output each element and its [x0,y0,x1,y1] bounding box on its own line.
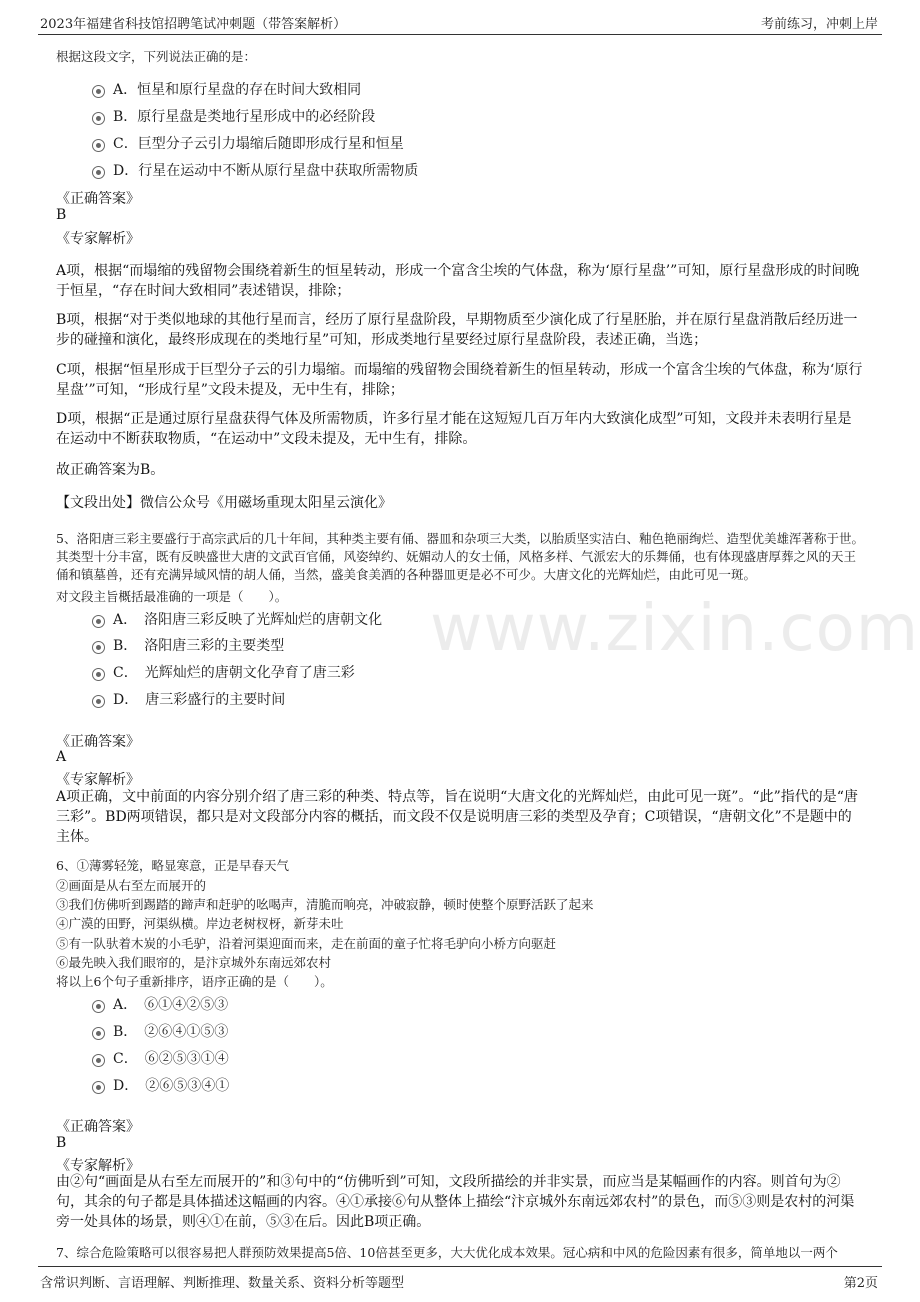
footer-note: 含常识判断、言语理解、判断推理、数量关系、资料分析等题型 [40,1276,405,1291]
option-label: A． 洛阳唐三彩反映了光辉灿烂的唐朝文化 [113,612,383,628]
header-title: 2023年福建省科技馆招聘笔试冲刺题（带答案解析） [40,17,347,32]
header-rule [38,34,882,35]
q6-option-c[interactable] [92,1047,229,1069]
q6-question: 将以上6个句子重新排序，语序正确的是（ ）。 [56,974,333,989]
q4-analysis-d: D项，根据“正是通过原行星盘获得气体及所需物质，许多行星才能在这短短几百万年内大致演化成型”可知，文段并未表明行星是在运动中不断获取物质，“在运动中”文段未提及，无中生有，排除。 [56,411,852,447]
q4-analysis-c: C项，根据“恒星形成于巨型分子云的引力塌缩。而塌缩的残留物会围绕着新生的恒星转动，形成一个富含尘埃的气体盘，称为‘原行星盘’”可知，“形成行星”文段未提及，无中生有，排除； [56,362,863,398]
q5-answer: A [56,749,67,765]
q4-conclusion: 故正确答案为B。 [56,462,165,478]
footer-rule [38,1266,882,1267]
q5-question: 对文段主旨概括最准确的一项是（ ）。 [56,589,288,604]
radio-icon[interactable] [92,166,105,179]
q6-line-4: ④广漠的田野，河渠纵横。岸边老树杈枒，新芽未吐 [56,916,344,931]
radio-icon[interactable] [92,668,105,681]
q4-option-c[interactable] [92,132,404,154]
q5-stem: 5、洛阳唐三彩主要盛行于高宗武后的几十年间，其种类主要有俑、器皿和杂项三大类，以胎质坚实洁白、釉色艳丽绚烂、造型优美雄浑著称于世。其类型十分丰富，既有反映盛世大唐的文武百官俑，风姿绰约、妩媚动人的女士俑，风格多样、气派宏大的乐舞俑，也有体现盛唐厚葬之风的天王俑和镇墓兽，还有充满异域风情的胡人俑，当然，盛美食美酒的各种器皿更是必不可少。大唐文化的光辉灿烂，由此可见一斑。 [56,531,864,582]
q5-analysis: A项正确，文中前面的内容分别介绍了唐三彩的种类、特点等，旨在说明“大唐文化的光辉灿烂，由此可见一斑”。“此”指代的是“唐三彩”。BD两项错误，都只是对文段部分内容的概括，而文段不仅是说明唐三彩的类型及孕育；C项错误，“唐朝文化”不是题中的主体。 [56,789,858,845]
q7-stem: 7、综合危险策略可以很容易把人群预防效果提高5倍、10倍甚至更多，大大优化成本效果。冠心病和中风的危险因素有很多，简单地以一两个 [56,1245,838,1260]
radio-icon[interactable] [92,615,105,628]
option-label: B．原行星盘是类地行星形成中的必经阶段 [113,109,376,125]
option-label: C． 光辉灿烂的唐朝文化孕育了唐三彩 [113,665,355,681]
q4-source: 【文段出处】微信公众号《用磁场重现太阳星云演化》 [56,495,392,511]
q4-analysis-b: B项，根据“对于类似地球的其他行星而言，经历了原行星盘阶段，早期物质至少演化成了行星胚胎，并在原行星盘消散后经历进一步的碰撞和演化，最终形成现在的类地行星”可知，形成类地行星要经过原行星盘阶段，表述正确，当选； [56,312,858,348]
q6-option-d[interactable] [92,1074,229,1096]
radio-icon[interactable] [92,139,105,152]
radio-icon[interactable] [92,85,105,98]
q4-answer: B [56,207,67,223]
q5-option-b[interactable] [92,634,284,656]
q4-stem: 根据这段文字，下列说法正确的是： [56,49,257,64]
option-label: A． ⑥①④②⑤③ [113,997,229,1013]
q4-option-a[interactable] [92,78,361,100]
q5-option-c[interactable] [92,661,355,683]
q6-answer-label: 《正确答案》 [56,1119,140,1135]
q6-line-5: ⑤有一队驮着木炭的小毛驴，沿着河渠迎面而来，走在前面的童子忙将毛驴向小桥方向驱赶 [56,936,557,951]
q5-option-d[interactable] [92,688,285,710]
radio-icon[interactable] [92,695,105,708]
watermark: www.zixin.com [430,592,920,666]
q6-line-2: ②画面是从右至左而展开的 [56,878,207,893]
q6-line-3: ③我们仿佛听到踢踏的蹄声和赶驴的吆喝声，清脆而响亮，冲破寂静，顿时使整个原野活跃了起来 [56,897,594,912]
q6-answer: B [56,1135,67,1151]
q4-answer-label: 《正确答案》 [56,191,140,207]
q6-line-6: ⑥最先映入我们眼帘的，是汴京城外东南远郊农村 [56,955,332,970]
q5-answer-label: 《正确答案》 [56,734,140,750]
q6-option-a[interactable] [92,993,228,1015]
option-label: B． 洛阳唐三彩的主要类型 [113,638,285,654]
q6-analysis-label: 《专家解析》 [56,1158,140,1174]
q4-analysis-a: A项，根据“而塌缩的残留物会围绕着新生的恒星转动，形成一个富含尘埃的气体盘，称为‘原行星盘’”可知，原行星盘形成的时间晚于恒星，“存在时间大致相同”表述错误，排除； [56,263,860,299]
option-label: D．行星在运动中不断从原行星盘中获取所需物质 [113,163,419,179]
radio-icon[interactable] [92,1027,105,1040]
q5-option-a[interactable] [92,608,382,630]
option-label: C． ⑥②⑤③①④ [113,1051,229,1067]
q4-analysis-label: 《专家解析》 [56,231,140,247]
option-label: B． ②⑥④①⑤③ [113,1024,229,1040]
option-label: C．巨型分子云引力塌缩后随即形成行星和恒星 [113,136,404,152]
option-label: D． 唐三彩盛行的主要时间 [113,692,286,708]
option-label: A．恒星和原行星盘的存在时间大致相同 [113,82,362,98]
radio-icon[interactable] [92,112,105,125]
q6-line-1: 6、①薄雾轻笼，略显寒意，正是早春天气 [56,858,289,873]
page-number: 第2页 [843,1276,878,1291]
q4-option-d[interactable] [92,159,418,181]
option-label: D． ②⑥⑤③④① [113,1078,230,1094]
radio-icon[interactable] [92,1054,105,1067]
radio-icon[interactable] [92,1081,105,1094]
q5-analysis-label: 《专家解析》 [56,772,140,788]
header-slogan: 考前练习，冲刺上岸 [760,17,878,32]
q6-analysis: 由②句“画面是从右至左而展开的”和③句中的“仿佛听到”可知，文段所描绘的并非实景，而应当是某幅画作的内容。则首句为②句，其余的句子都是具体描述这幅画的内容。④①承接⑥句从整体上描绘“汴京城外东南远郊农村”的景色，而⑤③则是农村的河渠旁一处具体的场景，则④①在前，⑤③在后。因此B项正确。 [56,1174,855,1230]
radio-icon[interactable] [92,1000,105,1013]
radio-icon[interactable] [92,641,105,654]
q6-option-b[interactable] [92,1020,228,1042]
q4-option-b[interactable] [92,105,375,127]
